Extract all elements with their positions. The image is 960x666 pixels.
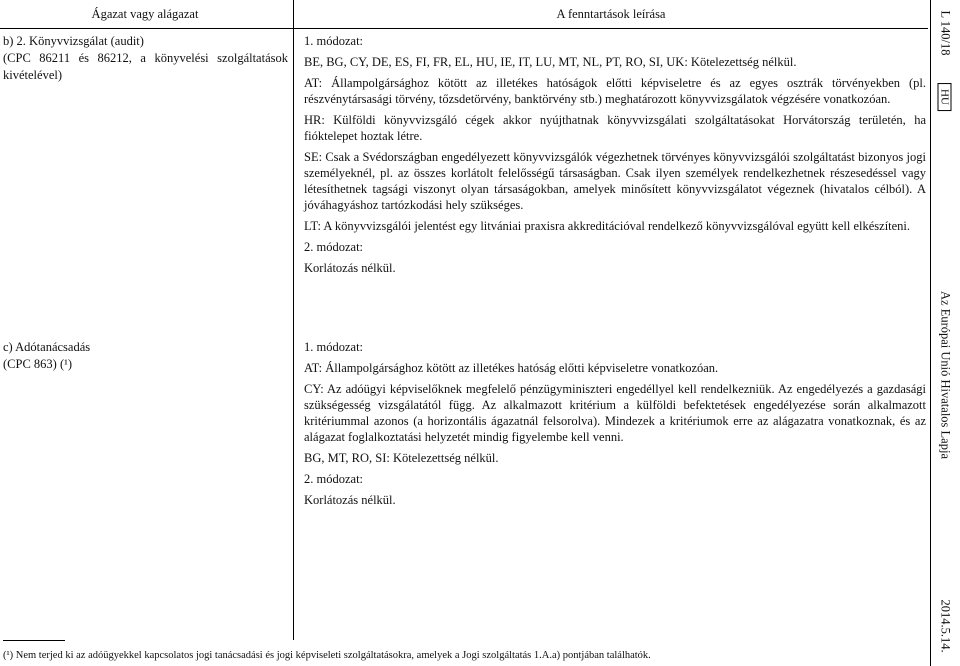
sector-column-header: Ágazat vagy alágazat <box>91 7 199 21</box>
mode-heading: 1. módozat: <box>304 340 364 354</box>
reservation-paragraph: AT: Állampolgársághoz kötött az illetékes hatóságok előtti képviseletre és az egyes osztrák törvényekben (pl. részvénytársasági törvény, tőzsdetörvény, banktörvény stb.) meghatározott könyvvizsgálatok végzésére vonatkozóan. <box>304 76 926 106</box>
reservation-paragraph: Korlátozás nélkül. <box>304 493 396 507</box>
reservation-paragraph: BG, MT, RO, SI: Kötelezettség nélkül. <box>304 451 499 465</box>
reservation-paragraph: Korlátozás nélkül. <box>304 261 396 275</box>
sector-cpc: (CPC 86211 és 86212, a könyvelési szolgáltatások kivételével) <box>3 51 288 82</box>
journal-title: Az Európai Unió Hivatalos Lapja <box>938 290 953 460</box>
description-cell-tax-advice <box>304 339 926 513</box>
footnote-rule <box>3 640 65 641</box>
footnote: (¹) Nem terjed ki az adóügyekkel kapcsolatos jogi tanácsadási és jogi képviseleti szolgáltatásokra, amelyek a Jogi szolgáltatás 1.A.a) pontjában találhatók. <box>3 650 651 661</box>
column-divider <box>293 0 294 640</box>
mode-heading: 2. módozat: <box>304 472 364 486</box>
sector-cell-tax-advice <box>3 339 288 373</box>
reservation-paragraph: LT: A könyvvizsgálói jelentést egy litvániai praxisra akkreditációval rendelkező könyvvizsgálóval együtt kell elkészíteni. <box>304 219 911 233</box>
sector-cpc: (CPC 863) (¹) <box>3 357 73 371</box>
description-column-header: A fenntartások leírása <box>556 7 666 21</box>
sector-title: c) Adótanácsadás <box>3 340 91 354</box>
language-code: HU <box>938 83 952 111</box>
description-cell-audit <box>304 33 926 281</box>
sector-cell-audit <box>3 33 288 84</box>
mode-heading: 2. módozat: <box>304 240 364 254</box>
page-reference: L 140/18 <box>938 10 953 56</box>
language-badge <box>938 83 953 111</box>
reservation-paragraph: CY: Az adóügyi képviselőknek megfelelő pénzügyminiszteri engedéllyel kell rendelkezniük. Az engedélyezés a gazdasági szükségesség vizsgálatától függ. Az alkalmazott kritérium a külföldi befektetések engedélyezése során alkalmazott kritériummal azonos (a horizontális ágazatnál felsorolva). Mindezek a kritériumok erre az alágazatra vonatkoznak, és az alágazat foglalkoztatási helyzetét mindig figyelembe kell venni. <box>304 382 926 444</box>
publication-date: 2014.5.14. <box>938 599 953 653</box>
header-divider <box>0 28 928 29</box>
reservation-paragraph: SE: Csak a Svédországban engedélyezett könyvvizsgálók végezhetnek törvényes könyvvizsgálói szolgáltatást bizonyos jogi személyeknél, pl. az összes korlátolt felelősségű társaságban. Csak ilyen személyek rendelkezhetnek részesedéssel vagy létesíthetnek tagsági viszonyt olyan társaságokban, amelyek minősített könyvvizsgálatot végeznek (hivatalos célból). A jóváhagyáshoz tartózkodási hely szükséges. <box>304 150 926 212</box>
reservation-paragraph: HR: Külföldi könyvvizsgáló cégek akkor nyújthatnak könyvvizsgálati szolgáltatásokat Horvátország területén, ha fióktelepet hoztak létre. <box>304 113 926 143</box>
mode-heading: 1. módozat: <box>304 34 364 48</box>
reservation-paragraph: AT: Állampolgársághoz kötött az illetékes hatóság előtti képviseletre vonatkozóan. <box>304 361 719 375</box>
reservation-paragraph: BE, BG, CY, DE, ES, FI, FR, EL, HU, IE, IT, LU, MT, NL, PT, RO, SI, UK: Kötelezettség nélkül. <box>304 55 797 69</box>
sector-title: b) 2. Könyvvizsgálat (audit) <box>3 34 144 48</box>
